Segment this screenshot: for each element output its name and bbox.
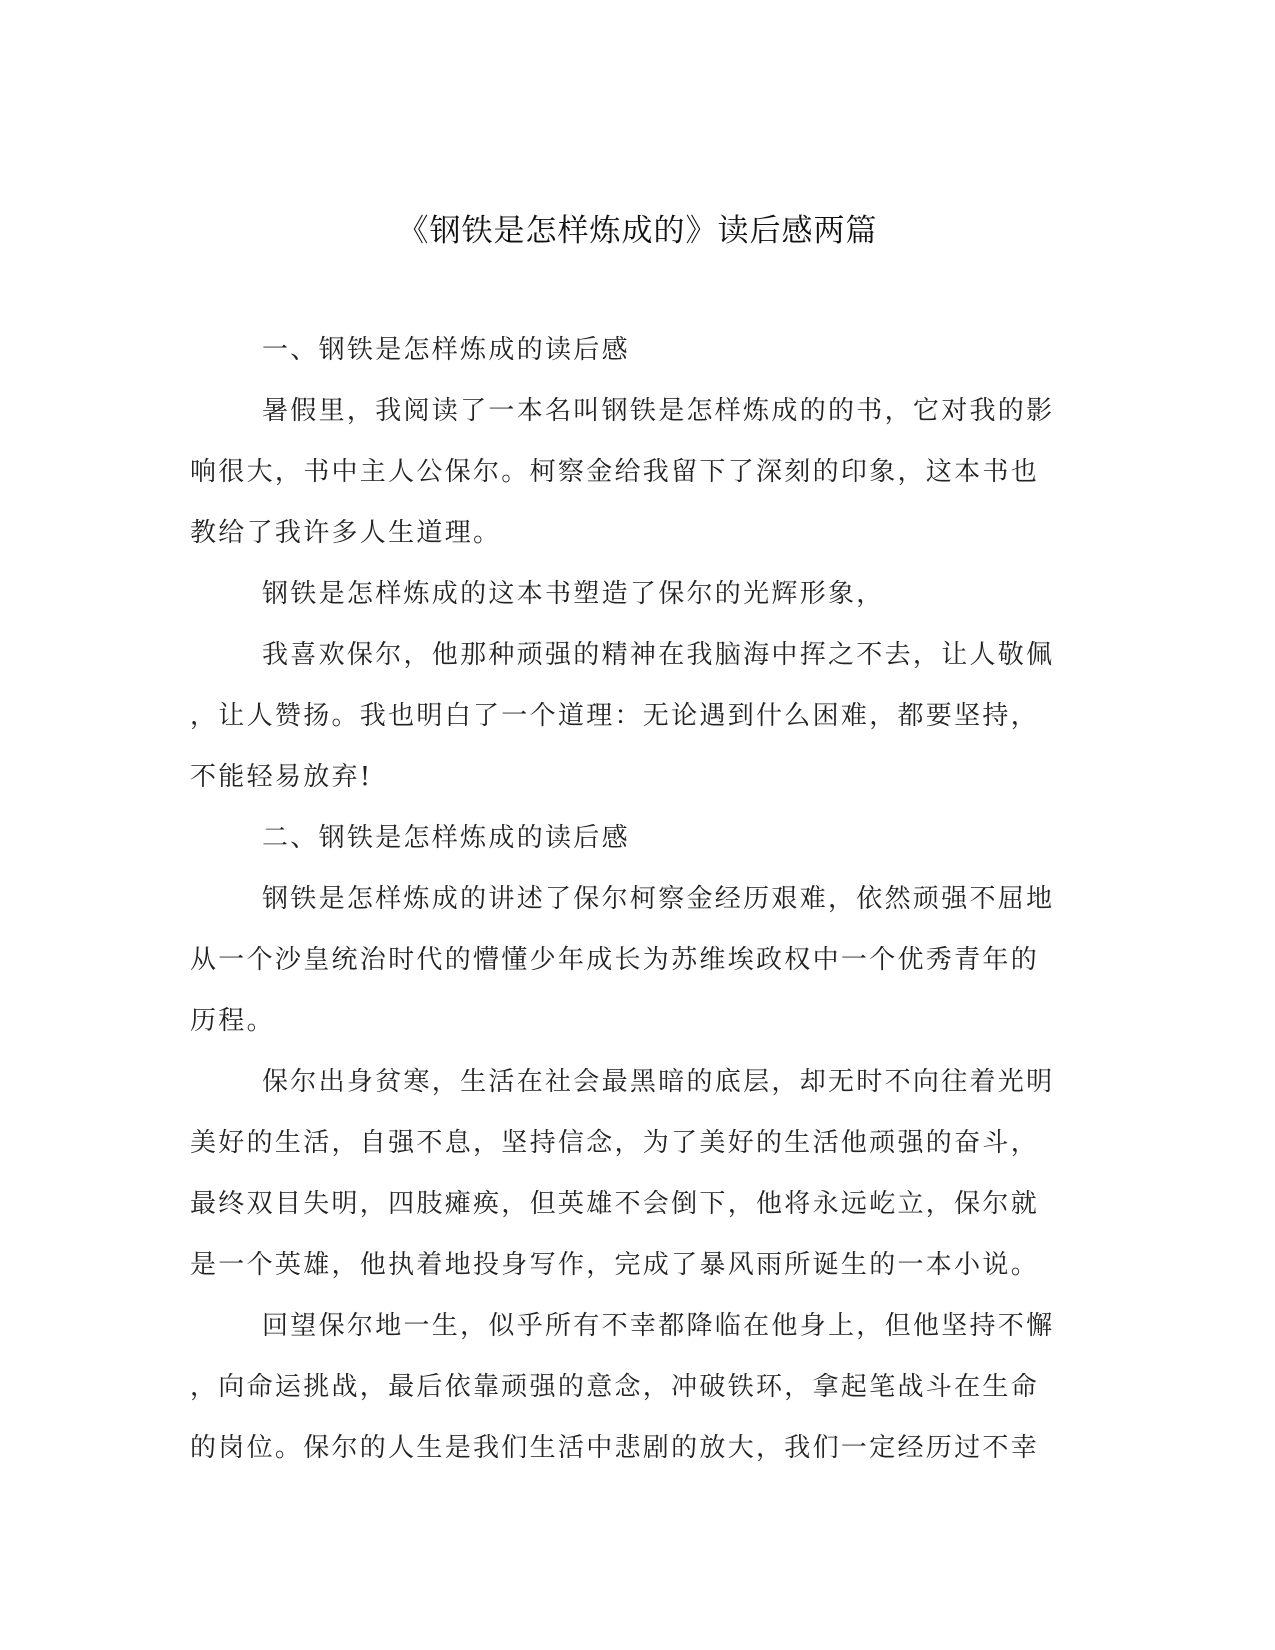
section-heading-1: 一、钢铁是怎样炼成的读后感 — [262, 335, 630, 365]
document-body — [190, 320, 1075, 1479]
section-heading-2: 二、钢铁是怎样炼成的读后感 — [262, 823, 630, 853]
paragraph-line: ，向命运挑战，最后依靠顽强的意念，冲破铁环，拿起笔战斗在生命 — [190, 1372, 1040, 1402]
paragraph-line: 教给了我许多人生道理。 — [190, 518, 502, 548]
paragraph-line: 响很大，书中主人公保尔。柯察金给我留下了深刻的印象，这本书也 — [190, 457, 1040, 487]
paragraph-line: 是一个英雄，他执着地投身写作，完成了暴风雨所诞生的一本小说。 — [190, 1250, 1040, 1280]
paragraph-line: 我喜欢保尔，他那种顽强的精神在我脑海中挥之不去，让人敬佩 — [262, 640, 1055, 670]
paragraph-line: 美好的生活，自强不息，坚持信念，为了美好的生活他顽强的奋斗， — [190, 1128, 1040, 1158]
paragraph-line: 钢铁是怎样炼成的这本书塑造了保尔的光辉形象， — [262, 579, 885, 609]
paragraph-line: 暑假里，我阅读了一本名叫钢铁是怎样炼成的的书，它对我的影 — [262, 396, 1055, 426]
paragraph-line: 回望保尔地一生，似乎所有不幸都降临在他身上，但他坚持不懈 — [262, 1311, 1055, 1341]
paragraph-line: 保尔出身贫寒，生活在社会最黑暗的底层，却无时不向往着光明 — [262, 1067, 1055, 1097]
paragraph-line: 从一个沙皇统治时代的懵懂少年成长为苏维埃政权中一个优秀青年的 — [190, 945, 1040, 975]
paragraph-line: 不能轻易放弃! — [190, 762, 373, 792]
paragraph-line: 最终双目失明，四肢瘫痪，但英雄不会倒下，他将永远屹立，保尔就 — [190, 1189, 1040, 1219]
paragraph-line: 的岗位。保尔的人生是我们生活中悲剧的放大，我们一定经历过不幸 — [190, 1433, 1040, 1463]
paragraph-line: ，让人赞扬。我也明白了一个道理：无论遇到什么困难，都要坚持， — [190, 701, 1040, 731]
paragraph-line: 历程。 — [190, 1006, 275, 1036]
paragraph-line: 钢铁是怎样炼成的讲述了保尔柯察金经历艰难，依然顽强不屈地 — [262, 884, 1055, 914]
document-title: 《钢铁是怎样炼成的》读后感两篇 — [397, 213, 878, 249]
